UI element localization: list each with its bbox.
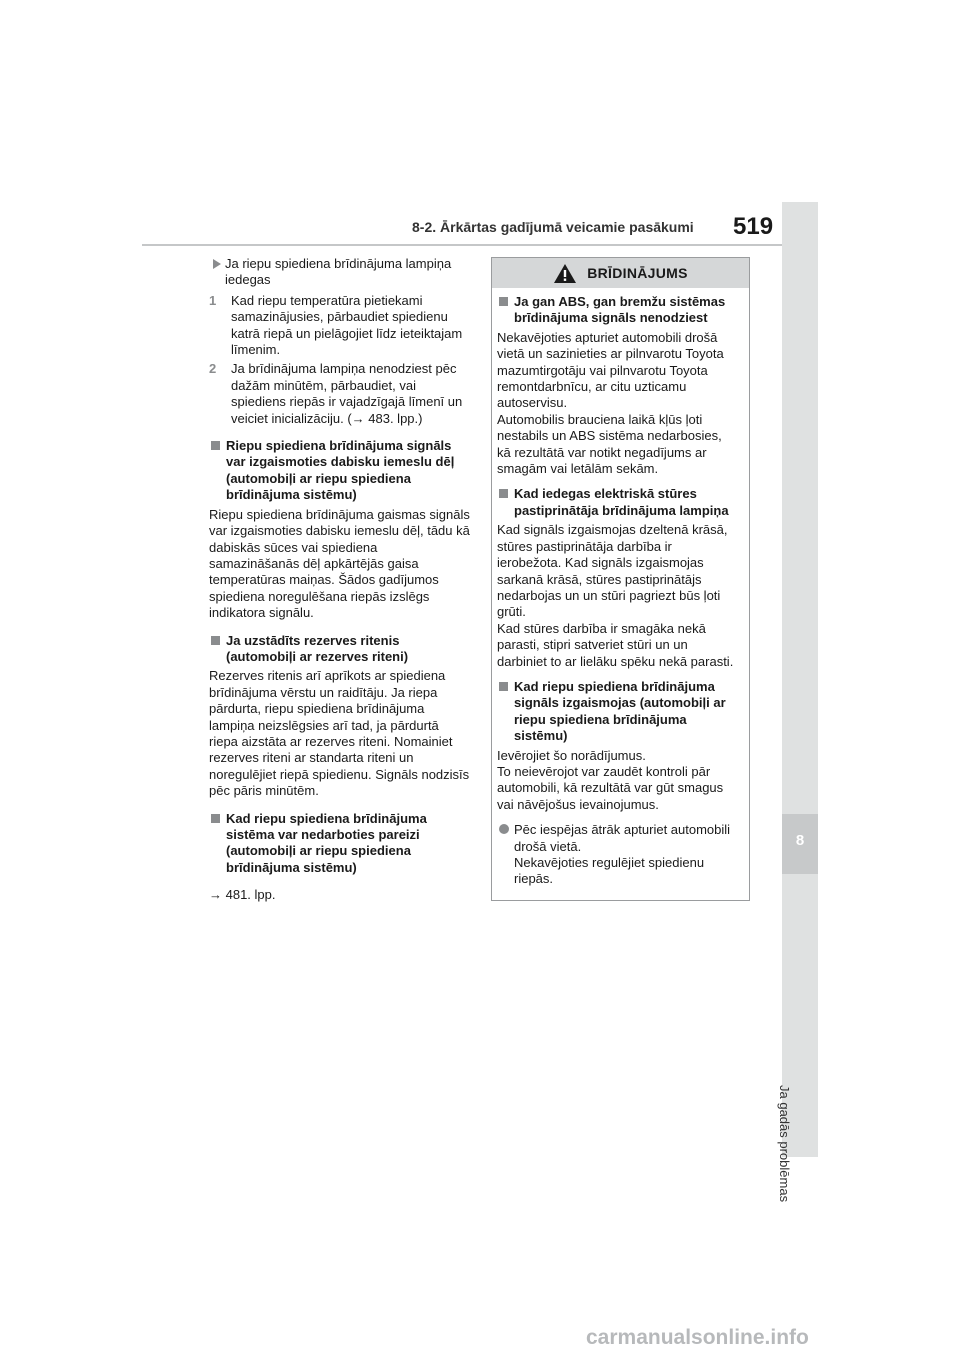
section-heading-text: Riepu spiediena brīdinājuma signāls var izgaismoties dabisku iemeslu dēļ (automobiļi ar riepu spiediena brīdinājuma sistēmu) [226,438,455,503]
section-paragraph: Rezerves ritenis arī aprīkots ar spiediena brīdinājuma vērstu un raidītāju. Ja riepa pārdurta, riepu spiediena brīdinājuma lampiņa neizslēgsies arī tad, ja pārdurtā riepa aizstāta ar rezerves riteni. Nomainiet rezerves riteni ar standarta riteni un noregulējiet riepā spiedienu. Signāls nodzisīs pēc pāris minūtēm. [209,668,470,799]
step-item [209,293,471,359]
step-text: Kad riepu temperatūra pietiekami samazinājusies, pārbaudiet spiedienu katrā riepā un pielāgojiet līdz ieteiktajam līmenim. [231,292,463,358]
chapter-number: 8 [795,832,805,849]
lead-item [209,256,471,289]
section-heading [209,438,471,504]
warning-paragraph: Automobilis brauciena laikā kļūs ļoti nestabils un ABS sistēma nedarbosies, kā rezultātā var notikt negadījums ar smagām vai letālām sekām. [497,411,722,477]
section-heading [209,811,471,877]
warning-section-heading [497,486,737,519]
warning-section-heading [497,294,737,327]
warning-paragraph: To neievērojot var zaudēt kontroli pār automobili, kā rezultātā var gūt smagus vai nāvējošus ievainojumus. [497,763,724,812]
warning-bullet-line: Pēc iespējas ātrāk apturiet automobili drošā vietā. [514,822,731,854]
square-bullet-icon [211,814,220,823]
square-bullet-icon [211,636,220,645]
section-header-title: 8-2. Ārkārtas gadījumā veicamie pasākumi [412,219,694,235]
warning-paragraph: Ievērojiet šo norādījumus. [497,747,646,763]
page-reference-link[interactable]: → 481. lpp. [209,887,276,903]
square-bullet-icon [499,297,508,306]
warning-bullet-item [497,822,737,888]
warning-paragraph: Nekavējoties apturiet automobili drošā vietā un sazinieties ar pilnvarotu Toyota mazumtirgotāju vai pilnvarotu Toyota remontdarbnīcu, ar citu uzticamu autoservisu. [497,329,724,411]
warning-triangle-icon [553,263,577,284]
warning-paragraph: Kad stūres darbība ir smagāka nekā parasti, stipri satveriet stūri un un darbiniet to ar lielāku spēku nekā parasti. [497,620,734,669]
chapter-side-tab [777,202,818,1203]
step-item [209,361,471,427]
chapter-title: Ja gadās problēmas [777,1085,792,1203]
site-watermark: carmanualsonline.info [586,1326,809,1349]
warning-bullet-line: Nekavējoties regulējiet spiedienu riepās. [514,855,705,887]
lead-text: Ja riepu spiediena brīdinājuma lampiņa iedegas [225,256,452,288]
warning-body [492,288,749,900]
warning-section-heading [497,679,737,745]
step-list [209,293,471,427]
warning-section-heading-text: Ja gan ABS, gan bremžu sistēmas brīdinājuma signāls nenodziest [514,294,726,326]
header-divider [142,244,782,246]
warning-section-heading-text: Kad riepu spiediena brīdinājuma signāls izgaismojas (automobiļi ar riepu spiediena brīdinājuma sistēmu) [514,678,726,744]
warning-box [491,257,750,901]
step-text: Ja brīdinājuma lampiņa nenodziest pēc dažām minūtēm, pārbaudiet, vai spiediens riepās ir vajadzīgajā līmenī un veiciet inicializāciju. (→ 483. lpp.) [231,361,463,426]
warning-title: BRĪDINĀJUMS [587,264,688,281]
circle-bullet-icon [499,824,509,834]
warning-paragraph: Kad signāls izgaismojas dzeltenā krāsā, stūres pastiprinātāja darbība ir ierobežota. Kad signāls izgaismojas sarkanā krāsā, stūres pastiprinātājs nedarbojas un un stūri pagriezt būs ļoti grūti. [497,522,728,620]
square-bullet-icon [499,682,508,691]
warning-section-heading-text: Kad iedegas elektriskā stūres pastiprinātāja brīdinājuma lampiņa [514,486,729,518]
section-paragraph: Riepu spiediena brīdinājuma gaismas signāls var izgaismoties dabisku iemeslu dēļ, tādu kā dabiskās sūces vai spiediena samazināšanās dēļ apkārtējās gaisa temperatūras maiņas. Šādos gadījumos spiediena noregulēšana riepās izslēgs indikatora signālu. [209,506,470,621]
section-heading-text: Kad riepu spiediena brīdinājuma sistēma var nedarboties pareizi (automobiļi ar riepu spiediena brīdinājuma sistēmu) [226,810,427,875]
page-number: 519 [733,213,774,240]
step-number: 1 [209,292,217,308]
section-heading-text: Ja uzstādīts rezerves ritenis (automobiļi ar rezerves riteni) [226,632,409,664]
warning-header [492,258,749,288]
triangle-bullet-icon [213,259,221,269]
warning-box-wrapper [491,257,750,901]
step-number: 2 [209,361,217,377]
square-bullet-icon [211,441,220,450]
left-column [209,256,471,904]
section-heading [209,633,471,666]
square-bullet-icon [499,489,508,498]
